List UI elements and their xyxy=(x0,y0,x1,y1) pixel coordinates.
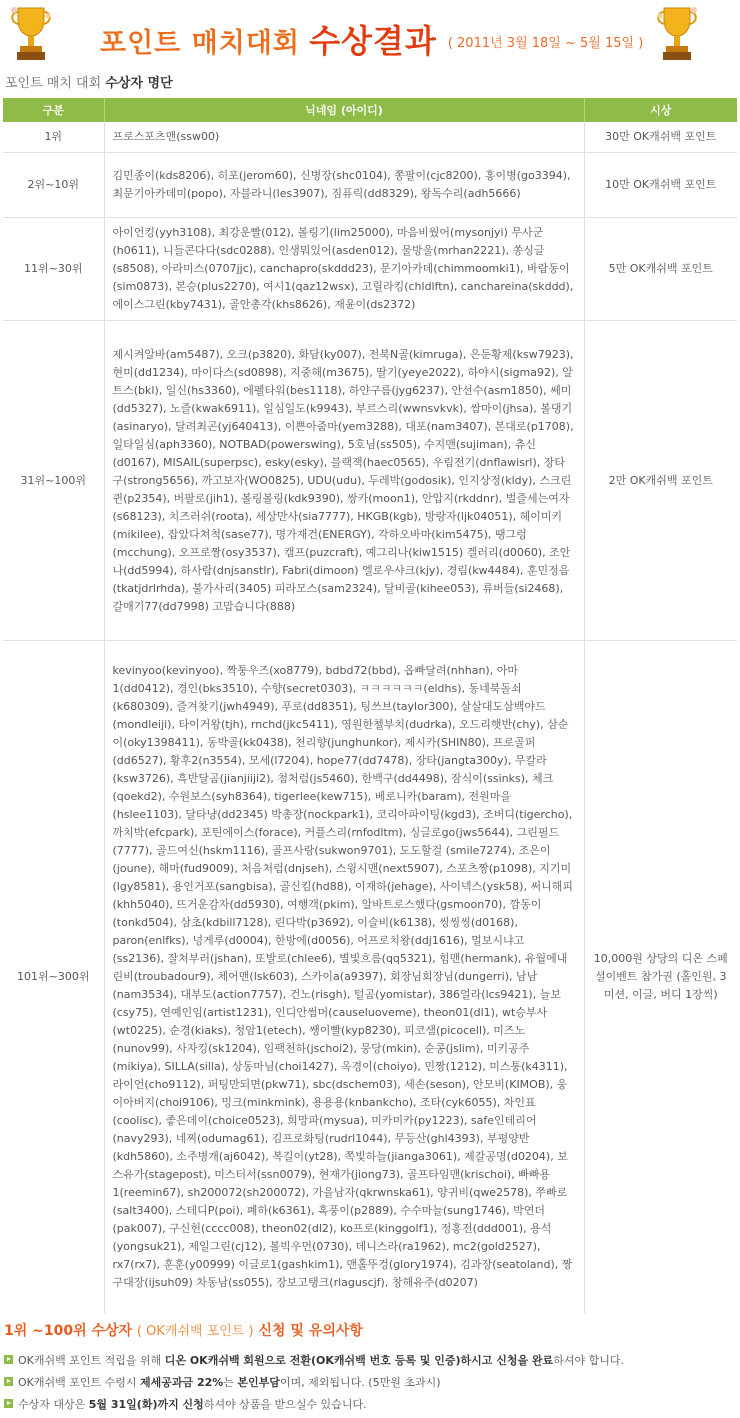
page-header xyxy=(0,0,740,68)
subtitle-bold: 수상자 명단 xyxy=(105,76,173,91)
rank-cell: 31위~100위 xyxy=(3,321,104,641)
rank-cell: 11위~30위 xyxy=(3,218,104,321)
notes-section xyxy=(4,1320,736,1418)
winners-table xyxy=(3,98,737,1314)
trophy-icon xyxy=(652,2,702,66)
note-text: 이며, 제외됩니다. (5만원 초과시) xyxy=(279,1376,441,1389)
winners-cell: 김민종이(kds8206), 히포(jerom60), 신병장(shc0104), 쫑팔이(cjc8200), 홍이병(go3394), 최문기아카데미(popo), 자블라니(les3907), 짐퓨릭(dd8329), 왕독수리(adh5666) xyxy=(104,153,584,218)
notes-title-main: 1위 ~100위 수상자 xyxy=(4,1323,133,1339)
note-item xyxy=(4,1396,736,1412)
note-bold: 본인부담 xyxy=(237,1376,280,1389)
notes-title-end: 신청 및 유의사항 xyxy=(258,1323,363,1339)
rank-cell: 2위~10위 xyxy=(3,153,104,218)
note-bold: 디온 OK캐쉬백 회원으로 전환(OK캐쉬백 번호 등록 및 인증)하시고 신청을 완료 xyxy=(164,1354,554,1367)
note-text: 수상자 대상은 xyxy=(18,1398,89,1411)
note-item xyxy=(4,1374,736,1390)
bullet-arrow-icon xyxy=(4,1355,13,1364)
prize-cell: 2만 OK캐쉬백 포인트 xyxy=(584,321,737,641)
winners-cell: 아이언킹(yyh3108), 최강운빨(012), 볼링기(lim25000), 마음비웠어(mysonjyi) 무사군(h0611), 니들콘다다(sdc0288), 인생뭐있어(asden012), 물방울(mrhan2221), 쏭싱글(s8508), 아라미스(0707jjc), canchapro(skddd23), 문기아카데(chimmoomki1), 바람동이(sim0873), 본승(plus2270), 여시1(qaz12wsx), 고릴라킹(chldlftn), canchareina(skddd), 에이스그린(kby7431), 골안총각(khs8626), 재윤이(ds2372) xyxy=(104,218,584,321)
table-row xyxy=(3,218,737,321)
prize-cell: 10,000원 상당의 디온 스페셜이벤트 참가권 (홀인원, 3미션, 이글, 버디 1장씩) xyxy=(584,641,737,1314)
winners-list-heading xyxy=(5,72,173,91)
table-header-row xyxy=(3,98,737,122)
note-text: OK캐쉬백 포인트 적립을 위해 xyxy=(18,1354,165,1367)
rank-cell: 1위 xyxy=(44,130,63,143)
header-rank: 구분 xyxy=(3,98,104,122)
note-text: 하셔야 상품을 받으실수 있습니다. xyxy=(203,1398,367,1411)
title-part2: 수상결과 xyxy=(309,22,437,60)
table-row xyxy=(3,122,737,153)
note-item xyxy=(4,1352,736,1368)
winners-cell: 제시켜알바(am5487), 오크(p3820), 화담(ky007), 전북N골(kimruga), 은둔황제(ksw7923), 현미(dd1234), 마이다스(sd0898), 지중해(m3675), 딸기(yeye2022), 하야시(sigma92), 알트스(bkl), 일신(hs3360), 에펠타워(bes1118), 하얀구름(jyg6237), 안선수(asm1850), 쎄미(dd5327), 노즐(kwak6911), 일심일도(k9943), 부르스리(wwnsvkvk), 쌈마이(jhsa), 볼댕기(asinaryo), 달려최곤(yj640413), 이쁜아줌마(yem3288), 대포(nam3407), 본대로(p1708), 일타일심(aph3360), NOTBAD(powerswing), 5호님(ss505), 수지맨(sujiman), 츄신(d0167), MISAIL(superpsc), esky(esky), 블랙잭(haec0565), 우림전기(dnflawisrl), 장타구(strong5656), 까고보자(WO0825), UDU(udu), 두레박(godosik), 인지상정(kldy), 스크린퀸(p2354), 버팔로(jih1), 볼링볼링(kdk9390), 쌍카(moon1), 안압지(rkddnr), 벌즐세는여자(s68123), 치즈러쉬(roota), 세상만사(sia7777), HKGB(kgb), 방랑자(ljk04051), 헤이미키(mikilee), 잡았다쳐척(sase77), 명가재건(ENERGY), 각하오바마(kim5475), 땡그렁(mcchung), 오프로짱(osy3537), 캠프(puzcraft), 예그리나(kiw1515) 겔러리(d0060), 조안나(dd5994), 하사람(dnjsanstlr), Fabri(dimoon) 엘로우샤크(kjy), 경림(kw4484), 훈민정음(tkatjdrlrhda), 불가사리(3405) 피라모스(sam2324), 달비골(kihee053), 류버들(si2468), 갈매기77(dd7998) 고맙습니다(888) xyxy=(104,321,584,641)
date-range: ( 2011년 3월 18일 ~ 5월 15일 ) xyxy=(447,36,644,51)
winners-cell: kevinyoo(kevinyoo), 짝퉁우즈(xo8779), bdbd72(bbd), 옵빠달려(nhhan), 아마1(dd0412), 경인(bks3510), 수향(secret0303), ㅋㅋㅋㅋㅋㅋ(eldhs), 동네북돌쇠(k680309), 즐겨찾기(jwh4949), 푸로(dd8351), 팅쓰브(taylor300), 살살대도삼백야드(mondleiji), 타이거왕(tjh), rnchd(jkc5411), 영원한첼부치(dudrka), 오드리햇반(chy), 삼순이(oky1398411), 동박골(kk0438), 천리향(junghunkor), 제시카(SHIN80), 프로골퍼(dd6527), 황후2(n3554), 모세(l7204), hope77(dd7478), 장타(jangta300y), 무칼라(ksw3726), 흑반달곰(jianjiiji2), 첨처럼(js5460), 한백구(dd4498), 잠식이(ssinks), 체크(qoekd2), 수원보스(syh8364), tigerlee(kew715), 베로니카(baram), 전원마을(hslee1103), 달타냥(dd2345) 박총장(nockpark1), 코리아파이팅(kgd3), 조버디(tigercho), 까치박(efcpark), 포틴에이스(forace), 커플스리(rnfodltm), 싱글로go(jws5644), 그린필드(7777), 골드여신(hskm1116), 골프사랑(sukwon9701), 도도할걸 (smile7274), 조은이(joune), 해마(fud9009), 처음처럼(dnjseh), 스윙시맨(next5907), 스포츠짱(p1098), 지기미(lgy8581), 용인거포(sangbisa), 골신킴(hd88), 이재하(jehage), 사이넥스(ysk58), 써니해피(khh5040), 뜨거운감자(dd5930), 여행객(pkim), 알바트로스했다(gsmoon70), 깜동이(tonkd504), 삼초(kdbill7128), 린다박(p3692), 이슬비(k6138), 씽씽씽(d0168), paron(enlfks), 넝게루(d0004), 한방에(d0056), 어프로치왕(ddj1616), 멀보시냐고(ss2136), 잘쳐부러(jshan), 또발로(chlee6), 별빛흐름(qq5321), 힘맨(hermank), 유월에내린비(troubadour9), 체어맨(lsk603), 스카이a(a9397), 회장님회장님(dungerri), 남남(nam3534), 대부도(action7757), 건노(risgh), 털곰(yomistar), 386얼라(lcs9421), 늘보(csy75), 연예인임(artist1231), 인디안썸머(causeluoveme), theon01(dl1), wt승부사(wt0225), 순경(kiaks), 청암1(etech), 쌩이빨(kyp8230), 피코샘(picocell), 미즈노(nunov99), 사자킹(sk1204), 임팩천하(jschoi2), 뭉당(mkin), 순콩(jslim), 미키공주(mikiya), SILLA(silla), 상동마님(choi1427), 옥경이(choiyo), 민짱(1212), 미스퉁(k4311), 라이언(cho9112), 퍼팅만되면(pkw71), sbc(dschem03), 세손(seson), 안모비(KIMOB), 웅이아버지(choi9106), 밍크(minkmink), 용용용(knbankcho), 조타(cyk6055), 차인표(coolisc), 좋은데이(choice0523), 희망파(mysua), 미카미카(py1223), safe인테리어(navy293), 네찌(odumag61), 김프로화팅(rudrl1044), 무등산(ghl4393), 부평양반(kdh5860), 소주병개(aj6042), 복길이(yt28), 쪽빛하늘(jianga3061), 제갈공명(d0204), 보스유가(stagepost), 미스터서(ssn0079), 현재가(jiong73), 골프타임맨(krischoi), 빠빠용1(reemin67), sh200072(sh200072), 가을남자(qkrwnska61), 양귀비(qwe2578), 쭈빠로(salt3400), 스테디P(poi), 폐하(k6361), 혹풍이(p2889), 수수마늘(sung1746), 박연더(pak007), 구신헌(cccc008), theon02(dl2), ko프로(kinggolf1), 정홍전(ddd001), 용석(yongsuk21), 제일그린(cj12), 볼빅우먼(0730), 데니스라(ra1962), mc2(gold2527), rx7(rx7), 훈훈(y00999) 이글로1(gashkim1), 맨홀뚜겅(glory1974), 김과장(seatoland), 짱구대장(ijsuh09) 차동남(ss055), 장보고탱크(rlaguscjf), 창해유주(d0207) xyxy=(104,641,584,1314)
page-title xyxy=(100,16,643,62)
prize-cell: 5만 OK캐쉬백 포인트 xyxy=(584,218,737,321)
note-text: OK캐쉬백 포인트 수령시 xyxy=(18,1376,140,1389)
table-row xyxy=(3,321,737,641)
header-nickname: 닉네임 (아이디) xyxy=(104,98,584,122)
prize-cell: 10만 OK캐쉬백 포인트 xyxy=(584,153,737,218)
prize-cell: 30만 OK캐쉬백 포인트 xyxy=(584,122,737,153)
subtitle-normal: 포인트 매치 대회 xyxy=(5,76,106,91)
bullet-arrow-icon xyxy=(4,1377,13,1386)
notes-title xyxy=(4,1320,736,1340)
note-bold: 제세공과금 22% xyxy=(140,1376,224,1389)
header-prize: 시상 xyxy=(584,98,737,122)
note-bold: 5월 31일(화)까지 신청 xyxy=(88,1398,204,1411)
note-text: 하셔야 합니다. xyxy=(553,1354,624,1367)
note-text: 는 xyxy=(223,1376,238,1389)
trophy-icon xyxy=(6,2,56,66)
winners-cell: 프로스포츠맨(ssw00) xyxy=(104,122,584,153)
notes-title-paren: ( OK캐쉬백 포인트 ) xyxy=(136,1324,254,1339)
title-part1: 포인트 매치대회 xyxy=(100,28,300,59)
rank-cell: 101위~300위 xyxy=(3,641,104,1314)
table-row xyxy=(3,153,737,218)
table-row xyxy=(3,641,737,1314)
